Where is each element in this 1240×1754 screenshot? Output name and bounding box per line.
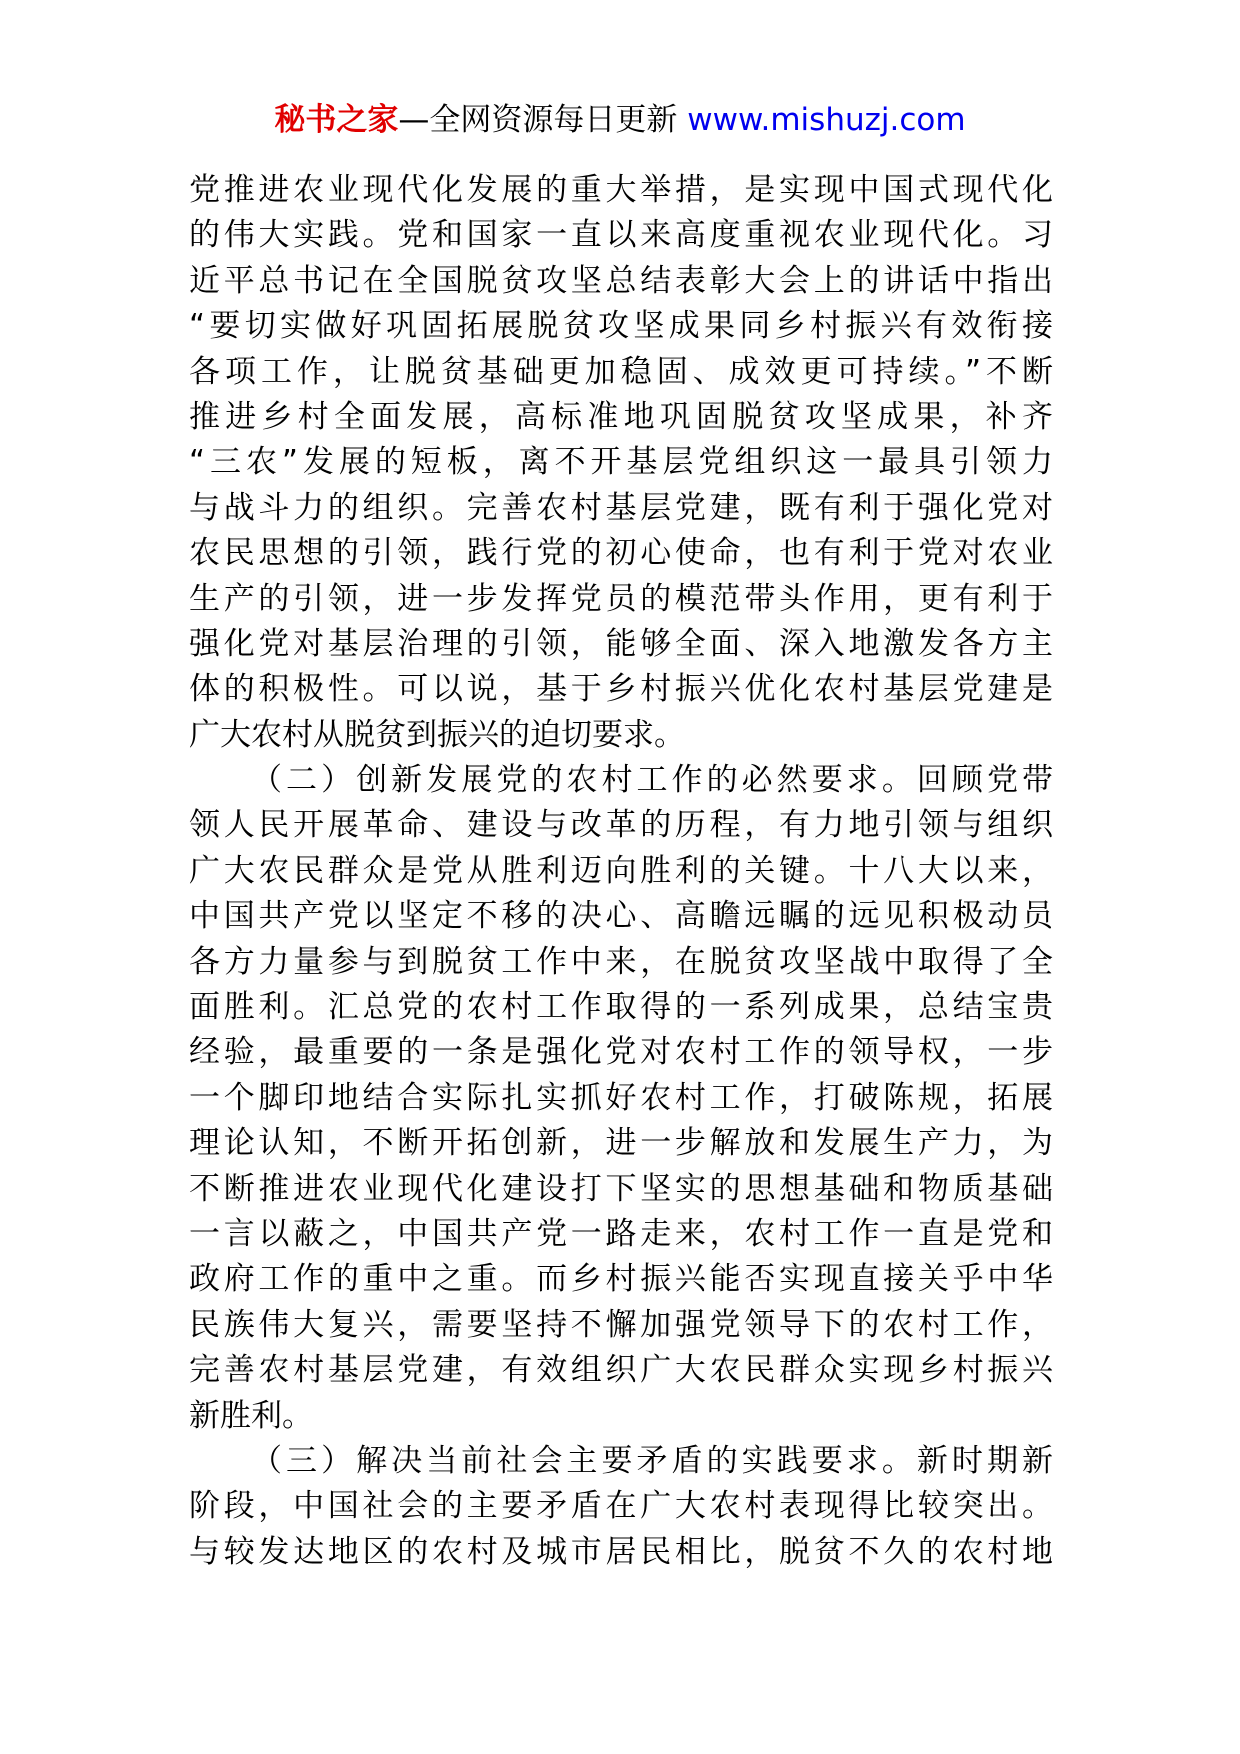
text-line: 面胜利。汇总党的农村工作取得的一系列成果，总结宝贵	[189, 989, 1053, 1026]
text-line: 农民思想的引领，践行党的初心使命，也有利于党对农业	[189, 535, 1053, 572]
text-line: 的伟大实践。党和国家一直以来高度重视农业现代化。习	[189, 217, 1053, 254]
text-line: 各方力量参与到脱贫工作中来，在脱贫攻坚战中取得了全	[189, 943, 1053, 980]
website-link[interactable]: www.mishuzj.com	[687, 102, 966, 138]
section-heading-line: （三）解决当前社会主要矛盾的实践要求。新时期新	[251, 1442, 1053, 1479]
text-line: 与较发达地区的农村及城市居民相比，脱贫不久的农村地	[189, 1533, 1053, 1570]
text-line: 不断推进农业现代化建设打下坚实的思想基础和物质基础	[189, 1170, 1053, 1207]
text-line: 一言以蔽之，中国共产党一路走来，农村工作一直是党和	[189, 1215, 1053, 1252]
text-line: 近平总书记在全国脱贫攻坚总结表彰大会上的讲话中指出	[189, 262, 1053, 299]
text-line: “要切实做好巩固拓展脱贫攻坚成果同乡村振兴有效衔接	[189, 308, 1053, 345]
paragraph-end-line: 广大农村从脱贫到振兴的迫切要求。	[189, 716, 685, 753]
page-header	[0, 100, 1240, 140]
brand-name: 秘书之家	[274, 102, 399, 138]
document-body	[189, 168, 1053, 1575]
paragraph-end-line: 新胜利。	[189, 1397, 313, 1434]
text-line: 广大农民群众是党从胜利迈向胜利的关键。十八大以来，	[189, 852, 1053, 889]
text-line: 政府工作的重中之重。而乡村振兴能否实现直接关乎中华	[189, 1261, 1053, 1298]
text-line: 理论认知，不断开拓创新，进一步解放和发展生产力，为	[189, 1125, 1053, 1162]
text-line: 民族伟大复兴，需要坚持不懈加强党领导下的农村工作，	[189, 1306, 1053, 1343]
text-line: 与战斗力的组织。完善农村基层党建，既有利于强化党对	[189, 489, 1053, 526]
text-line: 阶段，中国社会的主要矛盾在广大农村表现得比较突出。	[189, 1488, 1053, 1525]
text-line: 强化党对基层治理的引领，能够全面、深入地激发各方主	[189, 625, 1053, 662]
text-line: 体的积极性。可以说，基于乡村振兴优化农村基层党建是	[189, 671, 1053, 708]
text-line: 中国共产党以坚定不移的决心、高瞻远瞩的远见积极动员	[189, 898, 1053, 935]
text-line: 党推进农业现代化发展的重大举措，是实现中国式现代化	[189, 172, 1053, 208]
text-line: “三农”发展的短板，离不开基层党组织这一最具引领力	[189, 444, 1053, 481]
header-tagline: —全网资源每日更新	[398, 102, 688, 138]
text-line: 生产的引领，进一步发挥党员的模范带头作用，更有利于	[189, 580, 1053, 617]
text-line: 领人民开展革命、建设与改革的历程，有力地引领与组织	[189, 807, 1053, 844]
section-heading-line: （二）创新发展党的农村工作的必然要求。回顾党带	[251, 762, 1053, 799]
text-line: 完善农村基层党建，有效组织广大农民群众实现乡村振兴	[189, 1352, 1053, 1389]
text-line: 经验，最重要的一条是强化党对农村工作的领导权，一步	[189, 1034, 1053, 1071]
text-line: 一个脚印地结合实际扎实抓好农村工作，打破陈规，拓展	[189, 1079, 1053, 1116]
text-line: 各项工作，让脱贫基础更加稳固、成效更可持续。”不断	[189, 353, 1053, 390]
text-line: 推进乡村全面发展，高标准地巩固脱贫攻坚成果，补齐	[189, 398, 1053, 435]
